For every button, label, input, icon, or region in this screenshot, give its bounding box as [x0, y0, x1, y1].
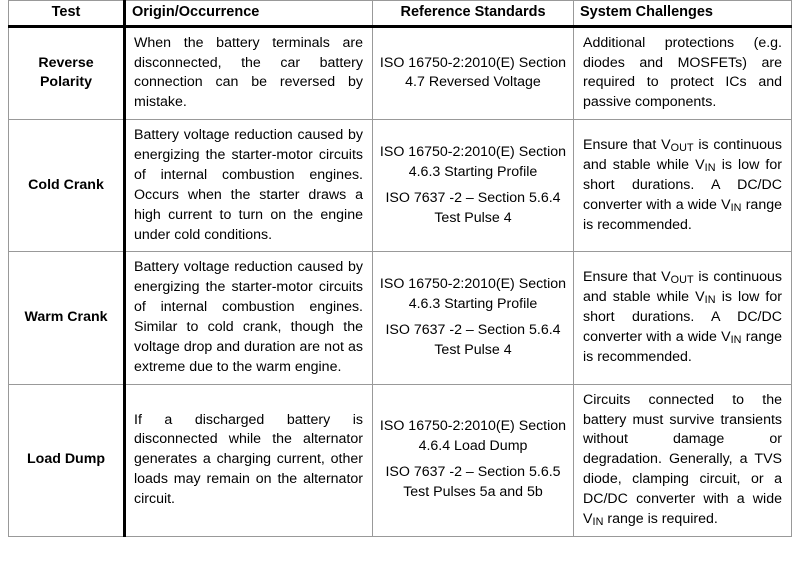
sys-text-part-1: Ensure that V [583, 269, 671, 286]
system-challenge-text [583, 34, 782, 114]
sys-text-part-2: is continuous and stable while V [583, 137, 782, 173]
cell-test-name: Cold Crank [9, 120, 125, 252]
subscript-vin-1: IN [704, 294, 716, 307]
cell-origin-occurrence [125, 120, 373, 252]
table-row [9, 120, 792, 252]
subscript-vout: OUT [670, 274, 694, 287]
reference-block-2: ISO 7637 -2 – Section 5.6.5 Test Pulses 5a and 5b [385, 464, 561, 501]
subscript-vin-2: IN [730, 201, 742, 214]
origin-text: Battery voltage reduction caused by energizing the starter-motor circuits of internal combustion engines. Similar to cold crank, though the voltage drop and duration are not as extreme due to the warm engine. [134, 259, 363, 375]
sys-text-part-2: range is required. [603, 510, 718, 527]
origin-text: Battery voltage reduction caused by energizing the starter-motor circuits of internal combustion engines. Occurs when the starter draws a high current to turn on the engine under cold conditions. [134, 127, 363, 243]
system-challenge-text [583, 391, 782, 530]
column-header-system: System Challenges [574, 1, 792, 27]
subscript-vin-2: IN [730, 333, 742, 346]
origin-text: If a discharged battery is disconnected while the alternator generates a charging current, other loads may remain on the alternator circuit. [134, 411, 363, 508]
reference-block-2: ISO 7637 -2 – Section 5.6.4 Test Pulse 4 [385, 189, 561, 226]
reference-block-1: ISO 16750-2:2010(E) Section 4.7 Reversed Voltage [379, 54, 567, 91]
cell-system-challenges [574, 252, 792, 384]
column-header-test: Test [9, 1, 125, 27]
column-header-reference: Reference Standards [373, 1, 574, 27]
cell-origin-occurrence [125, 252, 373, 384]
cell-reference-standards [373, 384, 574, 536]
cell-system-challenges [574, 384, 792, 536]
cell-reference-standards [373, 26, 574, 120]
subscript-vin-1: IN [704, 161, 716, 174]
sys-text-part-4: range is recommended. [583, 328, 782, 365]
table-row [9, 26, 792, 120]
cell-test-name: Warm Crank [9, 252, 125, 384]
subscript-vin-1: IN [592, 515, 604, 528]
system-challenge-text [583, 136, 782, 235]
sys-text-part-3: is low for short durations. A DC/DC converter with a wide V [583, 289, 782, 345]
sys-text-part-1: Additional protections (e.g. diodes and MOSFETs) are required to protect ICs and passive components. [583, 34, 782, 111]
table-row [9, 384, 792, 536]
table-container [8, 0, 791, 537]
reference-block-2: ISO 7637 -2 – Section 5.6.4 Test Pulse 4 [385, 322, 561, 358]
table-row [9, 252, 792, 384]
cell-system-challenges [574, 120, 792, 252]
cell-origin-occurrence [125, 384, 373, 536]
sys-text-part-1: Ensure that V [583, 137, 671, 154]
cell-system-challenges [574, 26, 792, 120]
subscript-vout: OUT [670, 141, 694, 154]
cell-reference-standards [373, 120, 574, 252]
cell-test-name: Load Dump [9, 384, 125, 536]
cell-test-name: Reverse Polarity [9, 26, 125, 120]
table-body [9, 26, 792, 536]
cell-reference-standards [373, 252, 574, 384]
sys-text-part-1: Circuits connected to the battery must survive transients without damage or degradation. Generally, a TVS diode, clamping circuit, or a DC/DC converter with a wide V [583, 391, 782, 527]
sys-text-part-3: is low for short durations. A DC/DC converter with a wide V [583, 156, 782, 213]
sys-text-part-4: range is recommended. [583, 196, 782, 233]
table-header [9, 1, 792, 27]
automotive-transient-test-table [8, 0, 792, 537]
column-header-origin: Origin/Occurrence [125, 1, 373, 27]
reference-block-1: ISO 16750-2:2010(E) Section 4.6.3 Starting Profile [379, 276, 567, 313]
cell-origin-occurrence [125, 26, 373, 120]
reference-block-1: ISO 16750-2:2010(E) Section 4.6.3 Starting Profile [379, 144, 567, 180]
sys-text-part-2: is continuous and stable while V [583, 269, 782, 306]
header-row [9, 1, 792, 27]
reference-block-1: ISO 16750-2:2010(E) Section 4.6.4 Load Dump [379, 418, 567, 455]
origin-text: When the battery terminals are disconnected, the car battery connection can be reversed by mistake. [134, 34, 363, 111]
system-challenge-text [583, 268, 782, 367]
